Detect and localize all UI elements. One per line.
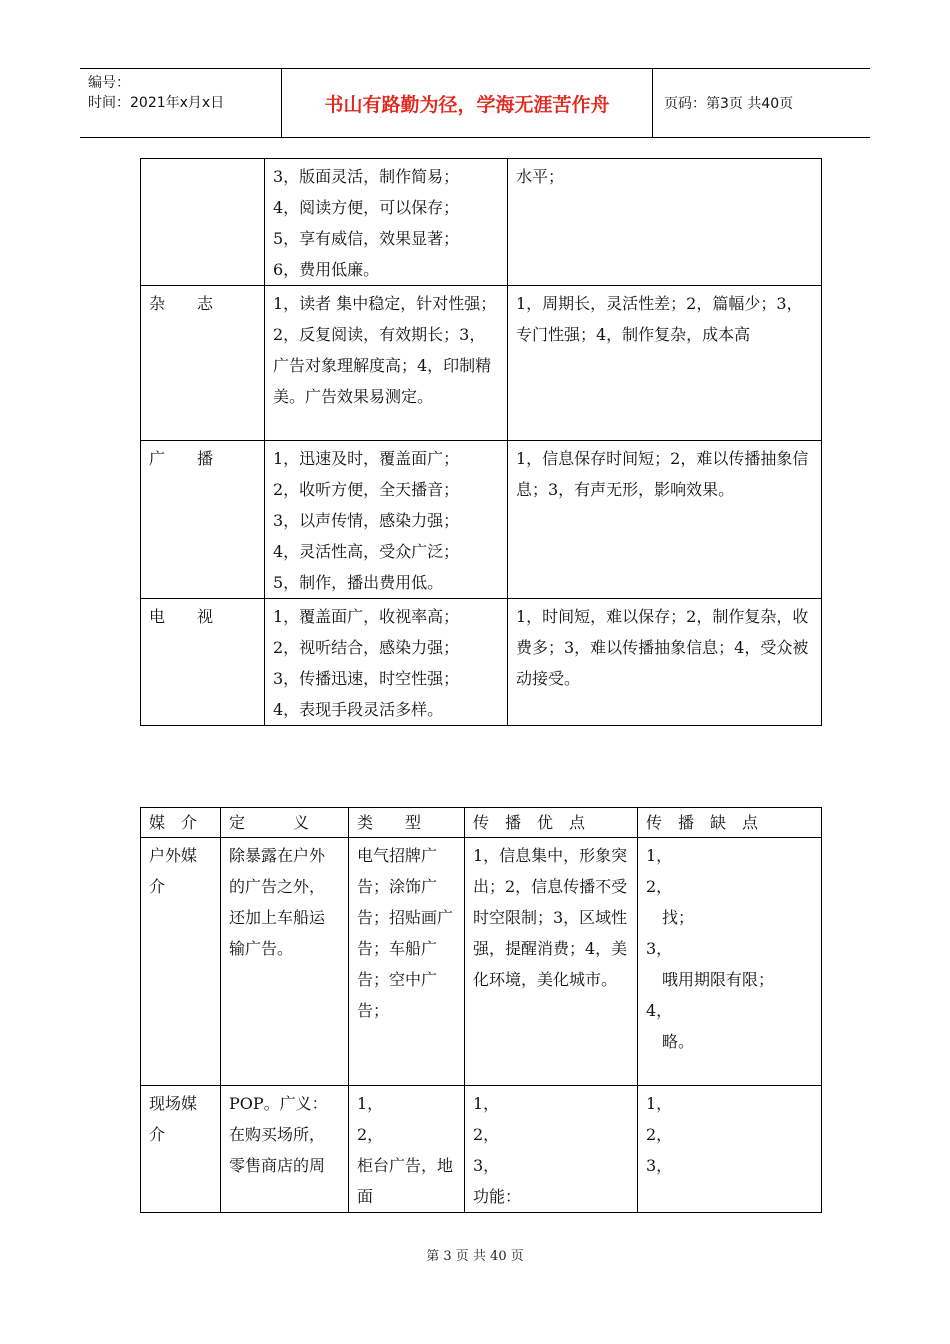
table-row: [141, 159, 822, 286]
disadvantages-cell: 1，信息保存时间短；2，难以传播抽象信息；3，有声无形，影响效果。: [508, 441, 822, 599]
page-footer: 第 3 页 共 40 页: [426, 1249, 524, 1264]
disadvantages-cell: 1，时间短，难以保存；2，制作复杂，收费多；3，难以传播抽象信息；4，受众被动接受。: [508, 599, 822, 726]
header-divider: [652, 69, 653, 137]
advantages-cell: 1，信息集中，形象突出；2，信息传播不受时空限制；3，区域性强，提醒消费；4，美化环境，美化城市。: [465, 838, 638, 1086]
media-cell: 电 视: [141, 599, 265, 726]
header-page-info: 页码：第3页 共40页: [664, 96, 794, 112]
disadvantages-cell: 1， 2， 3，: [638, 1086, 822, 1213]
page-header: [80, 68, 870, 138]
advantages-cell: 1， 2， 3， 功能：: [465, 1086, 638, 1213]
column-header-types: 类 型: [349, 808, 465, 838]
disadvantages-cell: 1，周期长，灵活性差；2，篇幅少；3，专门性强；4，制作复杂，成本高: [508, 286, 822, 441]
advantages-cell: 1，读者 集中稳定，针对性强；2，反复阅读，有效期长；3，广告对象理解度高；4，印制精美。广告效果易测定。: [265, 286, 508, 441]
table-row: [141, 838, 822, 1086]
media-comparison-table-continued: [140, 158, 822, 726]
header-meta: [88, 73, 278, 113]
table-row: [141, 286, 822, 441]
advantages-cell: 1，迅速及时，覆盖面广； 2，收听方便，全天播音； 3，以声传情，感染力强； 4，灵活性高，受众广泛； 5，制作，播出费用低。: [265, 441, 508, 599]
document-date: 时间：2021年x月x日: [88, 95, 225, 111]
table-row: [141, 599, 822, 726]
media-cell: 广 播: [141, 441, 265, 599]
table-row: [141, 1086, 822, 1213]
media-types-table: [140, 807, 822, 1213]
types-cell: 1， 2， 柜台广告，地面: [349, 1086, 465, 1213]
definition-cell: POP。广义：在购买场所，零售商店的周: [221, 1086, 349, 1213]
column-header-media: 媒 介: [141, 808, 221, 838]
media-cell: 杂 志: [141, 286, 265, 441]
advantages-cell: 1，覆盖面广，收视率高； 2，视听结合，感染力强； 3，传播迅速，时空性强； 4，表现手段灵活多样。: [265, 599, 508, 726]
column-header-definition: 定 义: [221, 808, 349, 838]
table-row: [141, 441, 822, 599]
media-cell: 户外媒介: [141, 838, 221, 1086]
types-cell: 电气招牌广告；涂饰广告；招贴画广告；车船广告；空中广告；: [349, 838, 465, 1086]
table-header-row: [141, 808, 822, 838]
column-header-advantages: 传 播 优 点: [465, 808, 638, 838]
document-number: 编号：: [88, 75, 130, 91]
disadvantages-cell: 水平；: [508, 159, 822, 286]
definition-cell: 除暴露在户外的广告之外，还加上车船运输广告。: [221, 838, 349, 1086]
header-motto: 书山有路勤为径，学海无涯苦作舟: [324, 93, 610, 116]
column-header-disadvantages: 传 播 缺 点: [638, 808, 822, 838]
media-cell: 现场媒介: [141, 1086, 221, 1213]
advantages-cell: 3，版面灵活，制作简易； 4，阅读方便，可以保存； 5，享有威信，效果显著； 6，费用低廉。: [265, 159, 508, 286]
media-cell: [141, 159, 265, 286]
disadvantages-cell: 1， 2， 找； 3， 哦用期限有限； 4， 略。: [638, 838, 822, 1086]
